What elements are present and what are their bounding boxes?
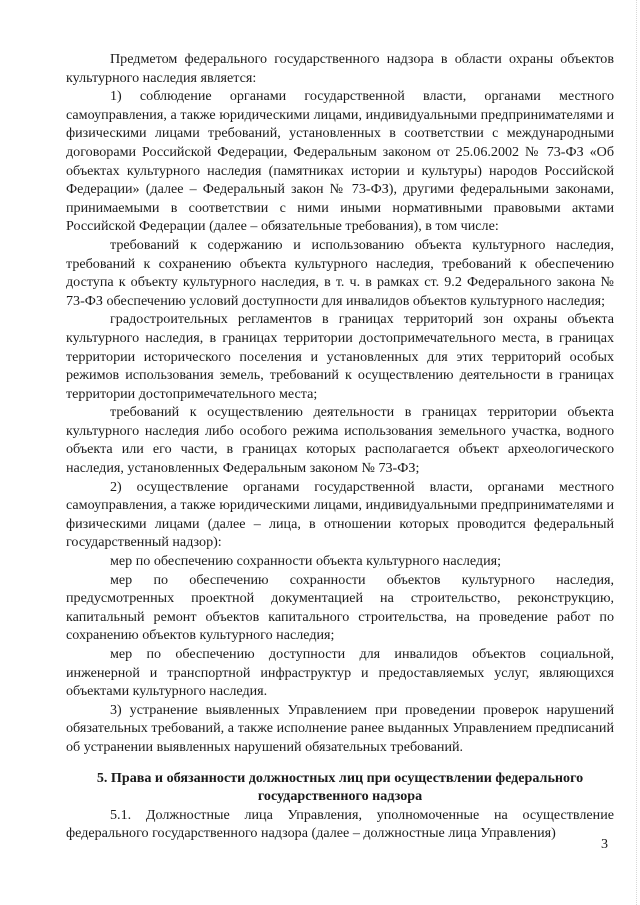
paragraph-item-1: 1) соблюдение органами государственной власти, органами местного самоуправления, а также юридическими лицами, индивидуальными предпринимателями и физическими лицами требований, установленных в соответствии с международными договорами Российской Федерации, Федеральным законом от 25.06.2002 № 73-ФЗ «Об объектах культурного наследия (памятниках истории и культуры) народов Российской Федерации» (далее – Федеральный закон № 73-ФЗ), другими федеральными законами, принимаемыми в соответствии с ними иными нормативными правовыми актами Российской Федерации (далее – обязательные требования), в том числе: [66, 88, 614, 235]
paragraph-urban-regulations: градостроительных регламентов в границах территорий зон охраны объекта культурного наследия, в границах территории достопримечательного места, в границах территории исторического поселения и установленных для этих территорий особых режимов использования земель, требований к осуществлению деятельности в границах территории достопримечательного места; [66, 311, 614, 402]
paragraph-activity-requirements: требований к осуществлению деятельности в границах территории объекта культурного наследия либо особого режима использования земельного участка, водного объекта или его части, в границах которых располагается объект археологического наследия, установленных Федеральным законом № 73-ФЗ; [66, 404, 614, 477]
paragraph-item-3: 3) устранение выявленных Управлением при проведении проверок нарушений обязательных требований, а также исполнение ранее выданных Управлением предписаний об устранении выявленных нарушений обязательных требований. [66, 701, 614, 755]
paragraph-section-5-1: 5.1. Должностные лица Управления, уполномоченные на осуществление федерального государственного надзора (далее – должностные лица Управления) [66, 806, 614, 842]
paragraph-subject-intro: Предметом федерального государственного надзора в области охраны объектов культурного наследия является: [66, 51, 614, 86]
paragraph-accessibility-measures: мер по обеспечению доступности для инвалидов объектов социальной, инженерной и транспортной инфраструктур и предоставляемых услуг, являющихся объектами культурного наследия. [66, 646, 614, 700]
page-number: 3 [600, 836, 608, 852]
paragraph-item-2: 2) осуществление органами государственной власти, органами местного самоуправления, а также юридическими лицами, индивидуальными предпринимателями и физическими лицами (далее – лица, в отношении которых проводится федеральный государственный надзор): [66, 478, 614, 551]
section-heading: 5. Права и обязанности должностных лиц при осуществлении федерального государственного надзора [96, 769, 584, 805]
paragraph-preservation-measures: мер по обеспечению сохранности объекта культурного наследия; [110, 553, 502, 570]
paragraph-requirements-content: требований к содержанию и использованию объекта культурного наследия, требований к сохранению объекта культурного наследия, требований к обеспечению доступа к объекту культурного наследия, в т. ч. в рамках ст. 9.2 Федерального закона № 73-ФЗ обеспечению условий доступности для инвалидов объектов культурного наследия; [66, 236, 614, 309]
paragraph-project-measures: мер по обеспечению сохранности объектов культурного наследия, предусмотренных проектной документацией на строительство, реконструкцию, капитальный ремонт объектов капитального строительства, на проведение работ по сохранению объектов культурного наследия; [66, 571, 614, 644]
